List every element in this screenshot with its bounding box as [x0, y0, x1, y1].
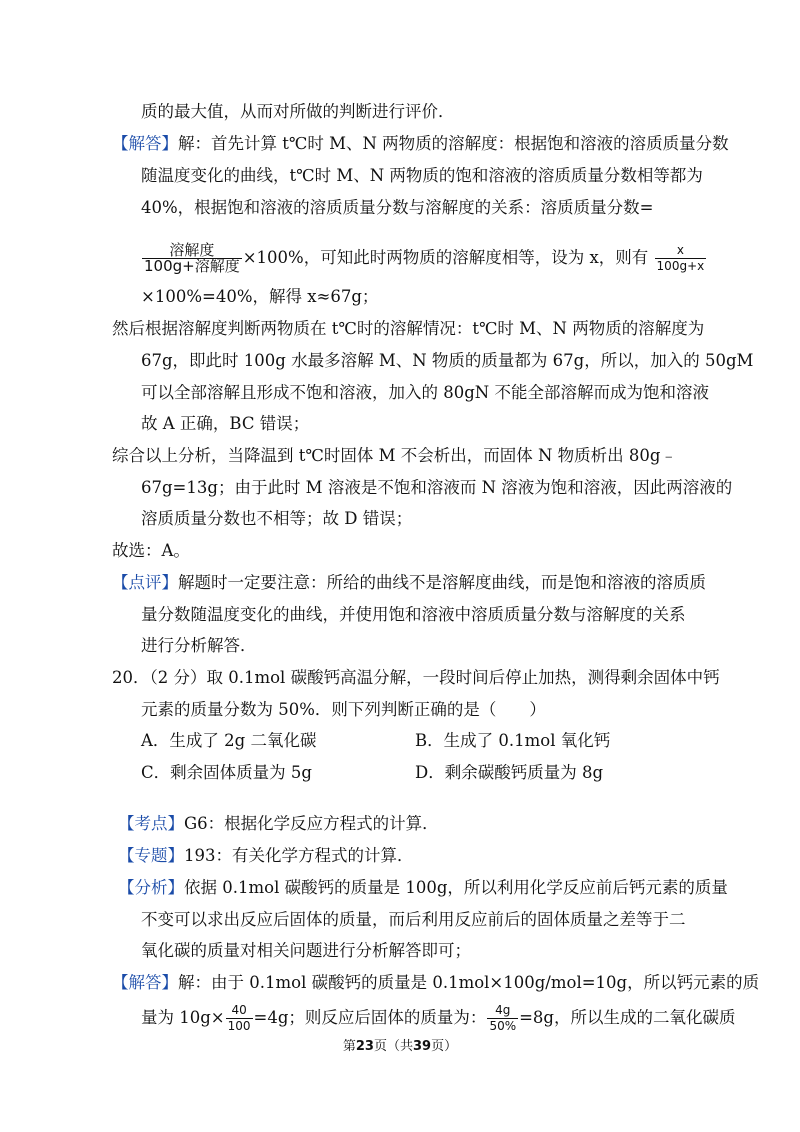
fraction-solubility: [142, 243, 242, 274]
text-line: ×100%=40%，解得 x≈67g；: [141, 287, 379, 306]
point-tag: 【考点】: [118, 814, 184, 833]
text-line: 可以全部溶解且形成不饱和溶液，加入的 80gN 不能全部溶解而成为饱和溶液: [141, 383, 709, 402]
answer-paragraph-2: [112, 972, 759, 994]
fraction-denominator: 100: [227, 1019, 251, 1033]
formula-line-2: [141, 1000, 736, 1036]
text-line: 故选：A。: [112, 541, 190, 560]
fraction-x: [655, 243, 707, 274]
text-line: G6：根据化学反应方程式的计算．: [184, 814, 439, 833]
question-stem-continued: 元素的质量分数为 50%．则下列判断正确的是（ ）: [141, 700, 546, 719]
text-line: 质的最大值，从而对所做的判断进行评价．: [141, 102, 455, 121]
text-line: 解：首先计算 t℃时 M、N 两物质的溶解度：根据饱和溶液的溶质质量分数: [178, 134, 729, 153]
text-line: 193：有关化学方程式的计算．: [184, 846, 414, 865]
text-line: ×100%，可知此时两物质的溶解度相等，设为 x，则有: [242, 248, 649, 267]
text-line: 解：由于 0.1mol 碳酸钙的质量是 0.1mol×100g/mol=10g，所以钙元素的质: [178, 973, 760, 992]
fraction-denominator: 100g+溶解度: [144, 257, 240, 275]
review-tag: 【点评】: [112, 573, 178, 592]
text-line: =4g；则反应后固体的质量为：: [253, 1008, 487, 1027]
fraction-denominator: 100g+x: [656, 259, 705, 273]
option-d: D．剩余碳酸钙质量为 8g: [415, 763, 604, 782]
review-paragraph: [112, 572, 706, 594]
text-line: 解题时一定要注意：所给的曲线不是溶解度曲线，而是饱和溶液的溶质质: [178, 573, 706, 592]
footer-text: 第: [342, 1039, 356, 1054]
point-line: [118, 813, 439, 835]
topic-line: [118, 845, 414, 867]
footer-text: 页）: [431, 1039, 458, 1054]
text-line: 不变可以求出反应后固体的质量，而后利用反应前后的固体质量之差等于二: [141, 910, 686, 929]
fraction-40-100: [226, 1003, 253, 1034]
text-line: 67g=13g；由于此时 M 溶液是不饱和溶液而 N 溶液为饱和溶液，因此两溶液的: [141, 478, 733, 497]
text-line: 随温度变化的曲线，t℃时 M、N 两物质的饱和溶液的溶质质量分数相等都为: [141, 166, 703, 185]
formula-line: [141, 240, 707, 276]
option-b: B．生成了 0.1mol 氧化钙: [415, 731, 611, 750]
answer-paragraph-1: [112, 133, 729, 155]
answer-tag: 【解答】: [112, 134, 178, 153]
question-stem: 20．（2 分）取 0.1mol 碳酸钙高温分解，一段时间后停止加热，测得剩余固体中钙: [112, 668, 720, 687]
text-line: 40%，根据饱和溶液的溶质质量分数与溶解度的关系：溶质质量分数=: [141, 198, 654, 217]
text-line: 依据 0.1mol 碳酸钙的质量是 100g，所以利用化学反应前后钙元素的质量: [184, 878, 728, 897]
text-line: 故 A 正确，BC 错误；: [141, 414, 310, 433]
fraction-numerator: 40: [226, 1003, 253, 1019]
analysis-tag: 【分析】: [118, 878, 184, 897]
answer-tag: 【解答】: [112, 973, 178, 992]
option-a: A．生成了 2g 二氧化碳: [141, 731, 317, 750]
topic-tag: 【专题】: [118, 846, 184, 865]
text-line: 量为 10g×: [141, 1008, 225, 1027]
option-c: C．剩余固体质量为 5g: [141, 763, 312, 782]
fraction-numerator: 溶解度: [142, 243, 242, 259]
text-line: 氧化碳的质量对相关问题进行分析解答即可；: [141, 941, 471, 960]
page-footer: [0, 1037, 800, 1057]
text-line: 进行分析解答．: [141, 636, 257, 655]
text-line: 然后根据溶解度判断两物质在 t℃时的溶解情况：t℃时 M、N 两物质的溶解度为: [112, 319, 705, 338]
page-number: 23: [355, 1039, 374, 1054]
page-total: 39: [413, 1039, 432, 1054]
analysis-paragraph: [118, 877, 728, 899]
fraction-denominator: 50%: [489, 1019, 517, 1033]
text-line: 量分数随温度变化的曲线，并使用饱和溶液中溶质质量分数与溶解度的关系: [141, 605, 686, 624]
footer-text: 页（共: [373, 1039, 413, 1054]
fraction-4g-50: [487, 1003, 518, 1034]
fraction-numerator: x: [655, 243, 707, 259]
text-line: =8g，所以生成的二氧化碳质: [519, 1008, 736, 1027]
text-line: 溶质质量分数也不相等；故 D 错误；: [141, 509, 413, 528]
fraction-numerator: 4g: [487, 1003, 518, 1019]
text-line: 综合以上分析，当降温到 t℃时固体 M 不会析出，而固体 N 物质析出 80g﹣: [112, 446, 677, 465]
text-line: 67g，即此时 100g 水最多溶解 M、N 物质的质量都为 67g，所以，加入的 50gM: [141, 351, 754, 370]
